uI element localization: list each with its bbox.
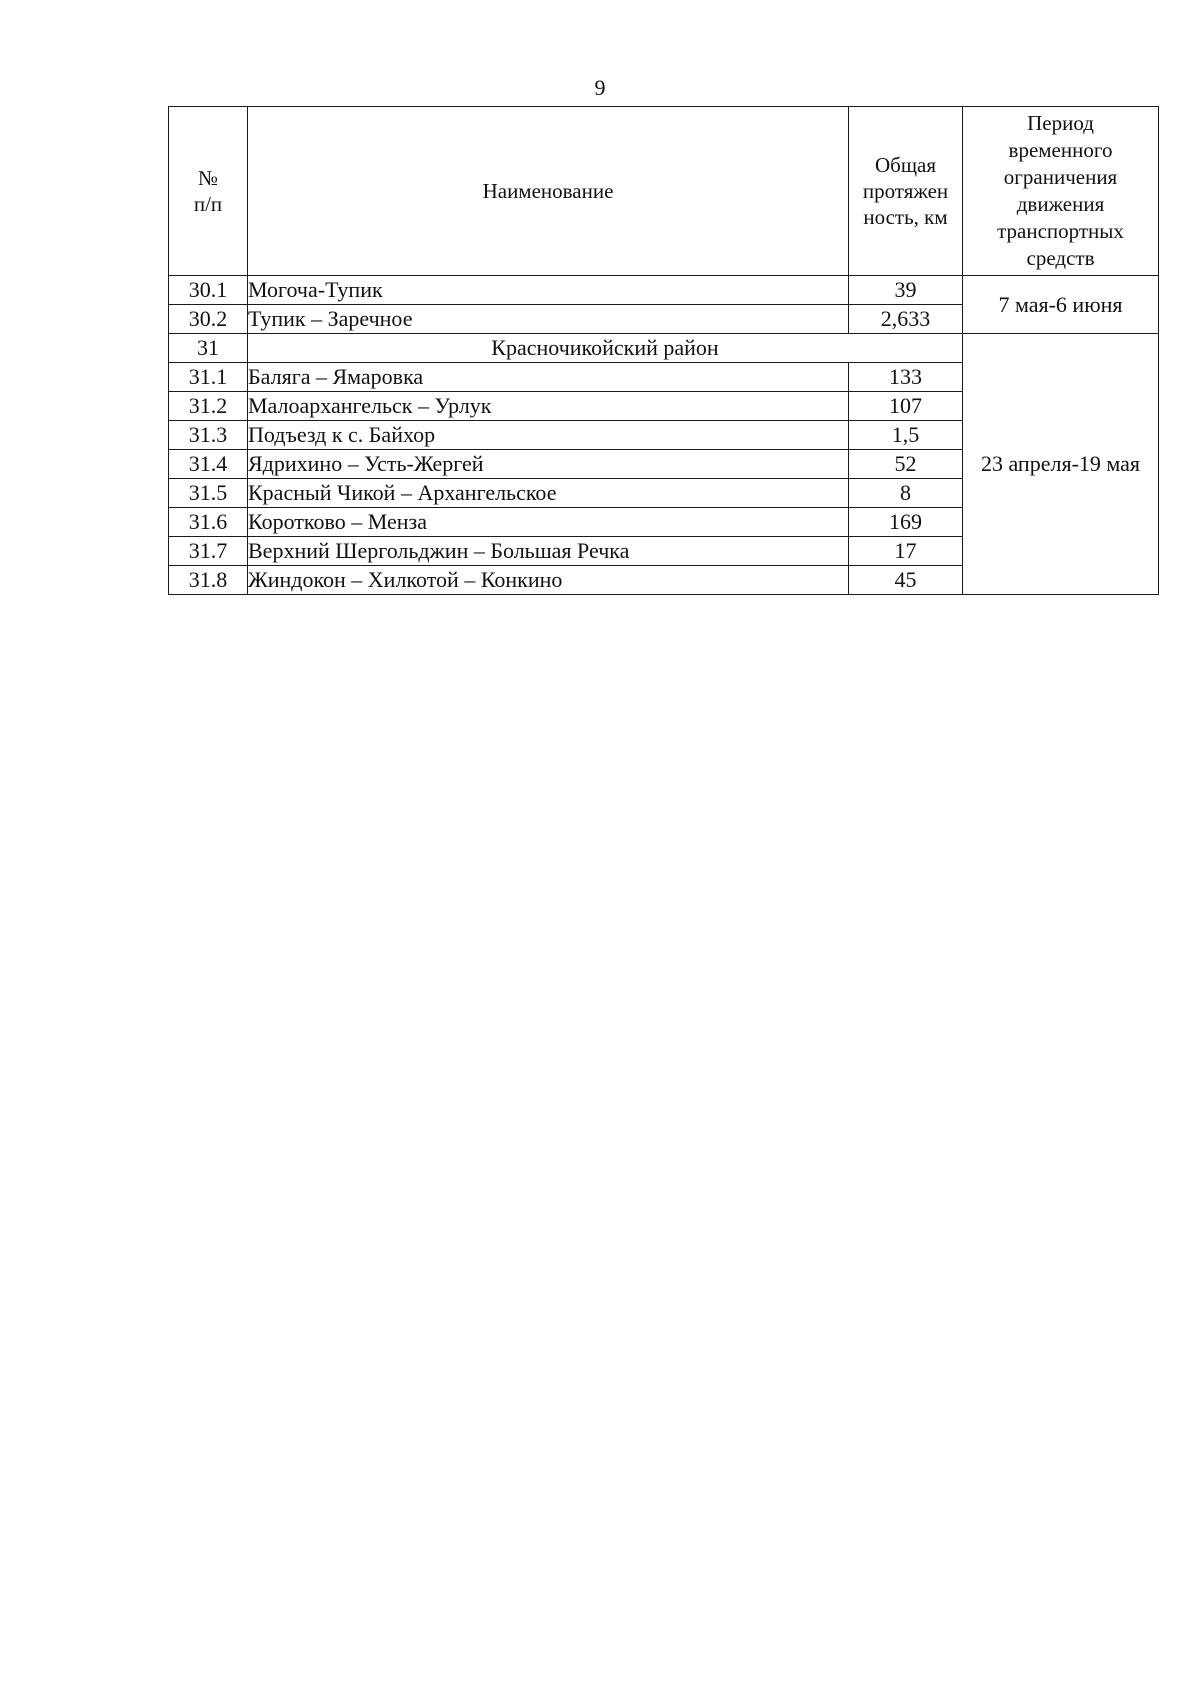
period-group-31: 23 апреля-19 мая xyxy=(963,334,1159,595)
row-length: 169 xyxy=(849,508,963,537)
row-num: 31.3 xyxy=(169,421,248,450)
header-period: Период временного ограничения движения транспортных средств xyxy=(963,107,1159,276)
row-name: Тупик – Заречное xyxy=(248,305,849,334)
period-group-30: 7 мая-6 июня xyxy=(963,276,1159,334)
row-num: 31.7 xyxy=(169,537,248,566)
row-name: Коротково – Менза xyxy=(248,508,849,537)
district-num: 31 xyxy=(169,334,248,363)
row-length: 2,633 xyxy=(849,305,963,334)
row-name: Жиндокон – Хилкотой – Конкино xyxy=(248,566,849,595)
row-length: 8 xyxy=(849,479,963,508)
row-num: 31.8 xyxy=(169,566,248,595)
district-name: Красночикойский район xyxy=(248,334,963,363)
row-num: 31.4 xyxy=(169,450,248,479)
header-name: Наименование xyxy=(248,107,849,276)
row-name: Ядрихино – Усть-Жергей xyxy=(248,450,849,479)
row-name: Малоархангельск – Урлук xyxy=(248,392,849,421)
row-length: 107 xyxy=(849,392,963,421)
row-length: 39 xyxy=(849,276,963,305)
row-name: Могоча-Тупик xyxy=(248,276,849,305)
row-length: 45 xyxy=(849,566,963,595)
header-length: Общая протяжен ность, км xyxy=(849,107,963,276)
table-row xyxy=(169,276,1159,305)
row-name: Баляга – Ямаровка xyxy=(248,363,849,392)
header-num: № п/п xyxy=(169,107,248,276)
table-header-row xyxy=(169,107,1159,276)
roads-restriction-table xyxy=(168,106,1159,595)
district-row xyxy=(169,334,1159,363)
row-num: 31.6 xyxy=(169,508,248,537)
row-num: 30.1 xyxy=(169,276,248,305)
row-num: 31.1 xyxy=(169,363,248,392)
row-length: 52 xyxy=(849,450,963,479)
row-num: 30.2 xyxy=(169,305,248,334)
row-name: Верхний Шергольджин – Большая Речка xyxy=(248,537,849,566)
row-name: Красный Чикой – Архангельское xyxy=(248,479,849,508)
row-length: 133 xyxy=(849,363,963,392)
row-num: 31.5 xyxy=(169,479,248,508)
row-name: Подъезд к с. Байхор xyxy=(248,421,849,450)
row-length: 17 xyxy=(849,537,963,566)
page-number: 9 xyxy=(594,75,606,100)
row-length: 1,5 xyxy=(849,421,963,450)
row-num: 31.2 xyxy=(169,392,248,421)
